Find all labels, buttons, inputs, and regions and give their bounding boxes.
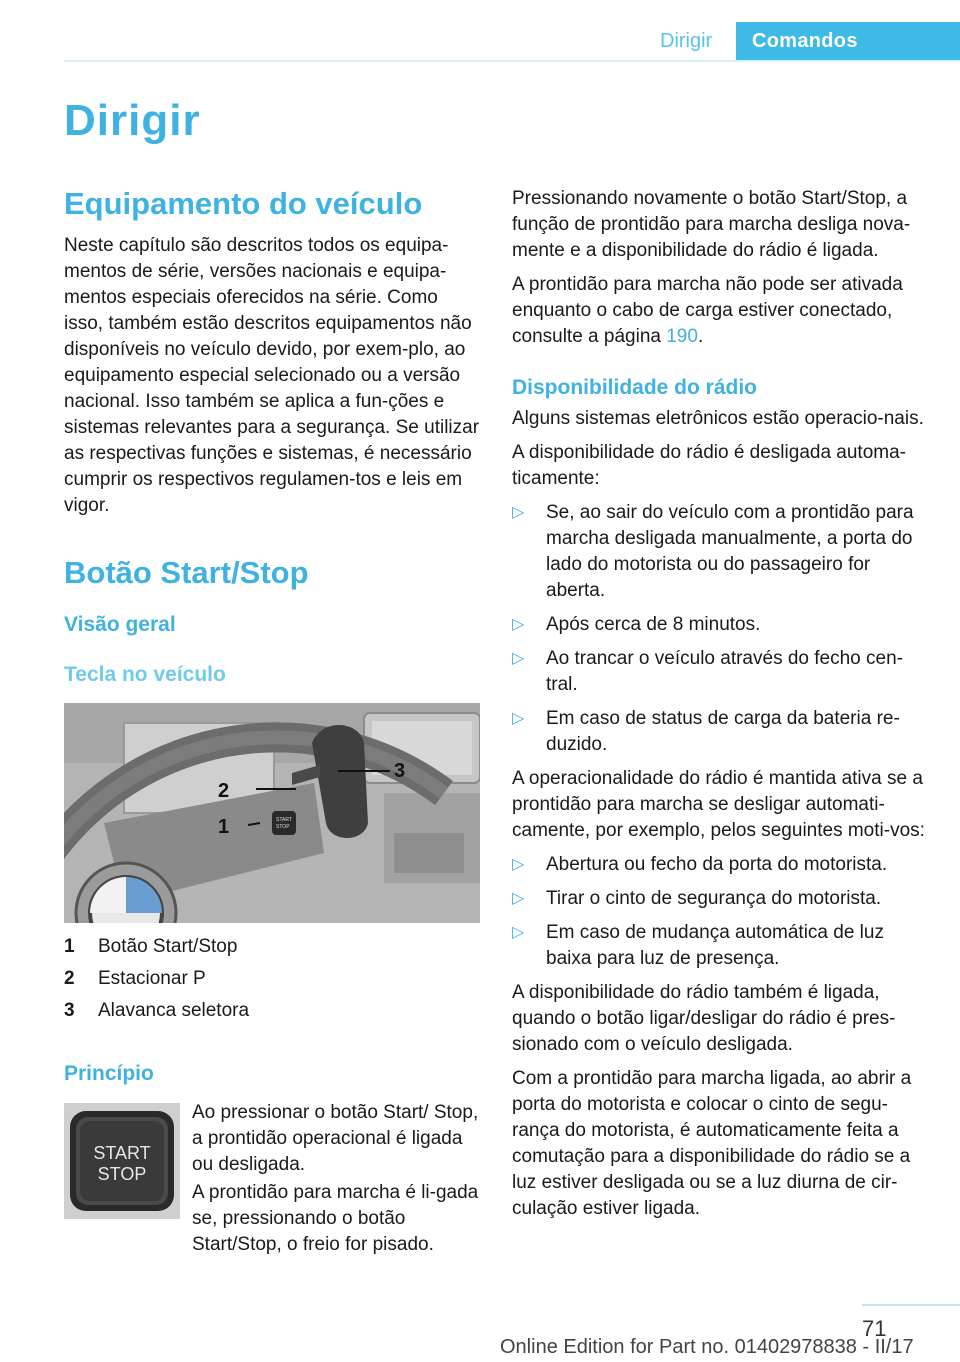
page-number-rule: [862, 1304, 960, 1306]
legend-text: Botão Start/Stop: [98, 936, 238, 957]
button-label-line1: START: [93, 1143, 151, 1163]
list-item-text: Abertura ou fecho da porta do motorista.: [546, 854, 888, 875]
list-item-text: Ao trancar o veículo através do fecho cen-tral.: [546, 648, 903, 695]
legend-number: 1: [64, 936, 75, 957]
steering-wheel-figure: [64, 703, 480, 923]
header-tab-label: Comandos: [736, 22, 960, 62]
right-column: [512, 186, 930, 1222]
heading-key-in-vehicle: Tecla no veículo: [64, 663, 226, 686]
heading-radio-availability: Disponibilidade do rádio: [512, 376, 758, 399]
heading-start-stop: Botão Start/Stop: [64, 555, 309, 590]
paragraph-equipment: Neste capítulo são descritos todos os equipa-mentos de série, versões nacionais e equipa-mentos especiais oferecidos na série. Como isso, também estão descritos equipamentos não disponíveis no veículo devido, por exem-plo, ao equipamento especial selecionado ou a versão nacional. Isso também se aplica a fun-ções e sistemas relevantes para a segurança. Se utilizar as respectivas funções e sistemas, é necessário cumprir os respectivos regulamen-tos e leis em vigor.: [64, 235, 480, 516]
list-item-text: Em caso de status de carga da bateria re-duzido.: [546, 708, 900, 755]
legend-text: Estacionar P: [98, 968, 206, 989]
start-stop-button-graphic: [272, 811, 296, 835]
figure-button-line1: START: [276, 817, 292, 823]
list-item-text: Em caso de mudança automática de luz baixa para luz de presença.: [546, 922, 884, 969]
paragraph-systems-operational: Alguns sistemas eletrônicos estão operacio-nais.: [512, 408, 924, 429]
heading-equipment: Equipamento do veículo: [64, 186, 423, 221]
list-radio-active-conditions: [512, 852, 930, 972]
bullet-triangle-icon: ▷: [512, 616, 525, 633]
bullet-triangle-icon: ▷: [512, 924, 525, 941]
bullet-triangle-icon: ▷: [512, 890, 525, 907]
paragraph-door-belt: Com a prontidão para marcha ligada, ao abrir a porta do motorista e colocar o cinto de segu-rança do motorista, é automaticamente feita a comutação para a disponibilidade do rádio se a luz estiver desligada ou se a luz diurna de cir-culação estiver ligada.: [512, 1068, 912, 1219]
heading-principle: Princípio: [64, 1062, 154, 1085]
list-item: [512, 920, 930, 972]
header-rule: [64, 60, 960, 62]
paragraph-charging-cable: [512, 272, 930, 350]
header-section-label: Dirigir: [660, 30, 713, 52]
paragraph-charging-text: A prontidão para marcha não pode ser ativada enquanto o cabo de carga estiver conectado, consulte a página: [512, 274, 903, 347]
list-item: [512, 612, 930, 638]
start-stop-button-image: [64, 1103, 180, 1219]
page-reference-link[interactable]: 190: [666, 326, 698, 347]
legend-number: 2: [64, 968, 75, 989]
bullet-triangle-icon: ▷: [512, 504, 525, 521]
bullet-triangle-icon: ▷: [512, 650, 525, 667]
heading-overview: Visão geral: [64, 613, 176, 636]
list-item: [512, 886, 930, 912]
list-item-text: Se, ao sair do veículo com a prontidão para marcha desligada manualmente, a porta do lado do motorista ou do passageiro for aberta.: [546, 502, 914, 601]
list-radio-off-conditions: [512, 500, 930, 758]
legend-number: 3: [64, 1000, 75, 1021]
page-title: Dirigir: [64, 96, 201, 145]
legend-text: Alavanca seletora: [98, 1000, 250, 1021]
button-label-line2: STOP: [97, 1164, 147, 1184]
list-item: [512, 500, 930, 604]
bullet-triangle-icon: ▷: [512, 856, 525, 873]
callout-2: 2: [218, 780, 230, 802]
list-item: [512, 706, 930, 758]
paragraph-radio-off: A disponibilidade do rádio é desligada automa-ticamente:: [512, 442, 906, 489]
callout-1: 1: [218, 816, 230, 838]
paragraph-radio-kept-active: A operacionalidade do rádio é mantida ativa se a prontidão para marcha se desligar automati-camente, por exemplo, pelos seguintes moti-vos:: [512, 768, 925, 841]
list-item: [512, 852, 930, 878]
list-item-text: Após cerca de 8 minutos.: [546, 614, 761, 635]
bullet-triangle-icon: ▷: [512, 710, 525, 727]
footer-edition: Online Edition for Part no. 01402978838 - II/17: [500, 1336, 914, 1358]
list-item-text: Tirar o cinto de segurança do motorista.: [546, 888, 882, 909]
paragraph-restart: Pressionando novamente o botão Start/Stop, a função de prontidão para marcha desliga nova-mente e a disponibilidade do rádio é ligada.: [512, 188, 911, 261]
paragraph-radio-button: A disponibilidade do rádio também é ligada, quando o botão ligar/desligar do rádio é pres-sionado com o veículo desligada.: [512, 982, 896, 1055]
paragraph-principle-1: Ao pressionar o botão Start/ Stop, a prontidão operacional é ligada ou desligada.: [192, 1102, 479, 1175]
list-item: [512, 646, 930, 698]
callout-3: 3: [394, 760, 406, 782]
page-number: 71: [862, 1316, 887, 1341]
paragraph-charging-end: .: [697, 326, 704, 347]
paragraph-principle-2: A prontidão para marcha é li-gada se, pressionando o botão Start/Stop, o freio for pisado.: [192, 1182, 479, 1255]
paragraph-principle-2a: [192, 1180, 480, 1258]
figure-button-line2: STOP: [276, 824, 290, 830]
